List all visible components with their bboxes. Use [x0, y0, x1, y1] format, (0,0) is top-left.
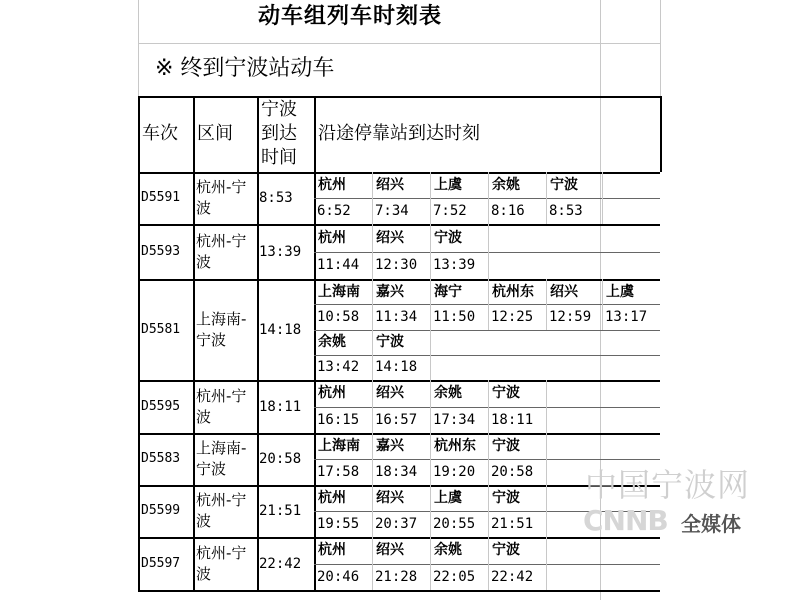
watermark-brand: CNNB [583, 504, 668, 537]
stop-divider [430, 279, 431, 330]
stop-separator [314, 252, 660, 253]
stop-divider [602, 172, 603, 224]
stop-time: 14:18 [375, 359, 418, 376]
stop-divider [430, 485, 431, 537]
header-arrival: 宁波到达时间 [261, 99, 297, 168]
stop-separator [314, 407, 660, 408]
train-code: D5583 [141, 451, 181, 466]
stop-name: 宁波 [550, 177, 578, 193]
stop-name: 宁波 [434, 229, 462, 246]
row-border [138, 485, 660, 487]
row-border [138, 172, 660, 174]
stop-name: 余姚 [434, 385, 462, 402]
stop-time: 19:55 [317, 516, 360, 532]
stop-divider [372, 224, 373, 279]
train-arrival: 13:39 [259, 243, 302, 260]
stop-time: 19:20 [433, 464, 476, 480]
train-route: 杭州-宁波 [196, 231, 247, 271]
stop-time: 7:34 [375, 203, 409, 219]
sheet-gridline [660, 0, 661, 96]
stop-name: 绍兴 [376, 385, 404, 402]
stop-divider [430, 380, 431, 433]
stop-name: 上海南 [318, 283, 360, 300]
stop-time: 22:42 [491, 568, 534, 585]
train-route: 杭州-宁波 [196, 491, 247, 530]
stop-name: 宁波 [492, 385, 520, 402]
column-border [138, 96, 140, 590]
watermark-tagline: 全媒体 [681, 512, 741, 536]
stop-time: 16:15 [317, 411, 360, 428]
stop-separator [314, 355, 660, 356]
column-border [193, 96, 195, 590]
train-code: D5593 [141, 243, 181, 259]
stop-name: 余姚 [318, 334, 346, 351]
stop-name: 海宁 [434, 283, 462, 300]
stop-divider [488, 380, 489, 433]
stop-time: 22:05 [433, 568, 476, 585]
stop-name: 宁波 [492, 438, 520, 454]
stop-time: 12:59 [549, 308, 592, 325]
stop-name: 杭州 [318, 385, 346, 402]
train-arrival: 22:42 [259, 555, 302, 572]
stop-time: 10:58 [317, 308, 360, 325]
stop-divider [430, 330, 431, 381]
stop-name: 绍兴 [550, 283, 578, 300]
stop-divider [372, 537, 373, 590]
train-arrival: 18:11 [259, 398, 302, 415]
stop-name: 绍兴 [376, 542, 404, 559]
header-route: 区间 [197, 123, 233, 144]
stop-divider [546, 485, 547, 537]
stop-name: 嘉兴 [376, 438, 404, 454]
stop-name: 杭州 [318, 229, 346, 246]
stop-time: 20:46 [317, 568, 360, 585]
stop-time: 20:37 [375, 516, 418, 532]
stop-divider [546, 537, 547, 590]
row-border [138, 279, 660, 281]
sheet-gridline [138, 43, 660, 44]
stop-time: 6:52 [317, 203, 351, 219]
stop-divider [372, 380, 373, 433]
train-arrival: 20:58 [259, 451, 302, 467]
column-border [314, 96, 316, 590]
stop-time: 21:28 [375, 568, 418, 585]
train-code: D5597 [141, 555, 181, 571]
stop-time: 11:34 [375, 308, 418, 325]
stop-time: 17:34 [433, 411, 476, 428]
stop-divider [430, 433, 431, 485]
stop-separator [314, 564, 660, 565]
header-stops: 沿途停靠站到达时刻 [318, 123, 480, 144]
sheet-gridline [138, 0, 139, 96]
subtitle: ※ 终到宁波站动车 [155, 56, 335, 81]
stop-time: 7:52 [433, 203, 467, 219]
stop-name: 绍兴 [376, 490, 404, 506]
stop-time: 8:53 [549, 203, 583, 219]
stop-time: 18:34 [375, 464, 418, 480]
stop-name: 上虞 [434, 490, 462, 506]
stop-divider [546, 433, 547, 485]
stop-name: 杭州 [318, 177, 346, 193]
stop-name: 绍兴 [376, 229, 404, 246]
stop-divider [488, 279, 489, 330]
stop-time: 12:25 [491, 308, 534, 325]
stop-time: 13:39 [433, 257, 476, 274]
stop-time: 21:51 [491, 516, 534, 532]
stop-divider [488, 485, 489, 537]
row-border [138, 590, 660, 592]
watermark-site: 中国宁波网 [585, 466, 751, 504]
stop-divider [430, 537, 431, 590]
stop-divider [372, 330, 373, 381]
stop-name: 杭州东 [492, 283, 534, 300]
train-route: 上海南-宁波 [196, 309, 247, 349]
stop-name: 杭州 [318, 542, 346, 559]
stop-separator [314, 198, 660, 199]
stop-divider [488, 224, 489, 279]
stop-time: 12:30 [375, 257, 418, 274]
stop-time: 8:16 [491, 203, 525, 219]
stop-separator [314, 304, 660, 305]
stop-time: 13:17 [605, 308, 648, 325]
stop-time: 20:58 [491, 464, 534, 480]
train-route: 上海南-宁波 [196, 439, 247, 478]
stop-name: 上虞 [434, 177, 462, 193]
row-border [138, 224, 660, 226]
stop-divider [430, 224, 431, 279]
stop-time: 13:42 [317, 359, 360, 376]
page-title: 动车组列车时刻表 [258, 4, 443, 29]
row-border [138, 433, 660, 435]
stop-name: 绍兴 [376, 177, 404, 193]
stop-divider [546, 172, 547, 224]
stop-name: 上海南 [318, 438, 360, 454]
stop-name: 嘉兴 [376, 283, 404, 300]
stop-name: 宁波 [492, 542, 520, 559]
stop-divider [488, 433, 489, 485]
stop-name: 杭州东 [434, 438, 476, 454]
stop-time: 18:11 [491, 411, 534, 428]
train-code: D5599 [141, 503, 181, 518]
header-train: 车次 [142, 123, 178, 144]
stop-divider [372, 485, 373, 537]
train-route: 杭州-宁波 [196, 543, 247, 583]
stop-name: 余姚 [434, 542, 462, 559]
stop-divider [372, 172, 373, 224]
train-arrival: 21:51 [259, 503, 302, 519]
stop-name: 上虞 [606, 283, 634, 300]
stop-time: 16:57 [375, 411, 418, 428]
train-route: 杭州-宁波 [196, 386, 247, 426]
header-top-border [138, 96, 660, 98]
stop-divider [546, 279, 547, 330]
stop-time: 11:50 [433, 308, 476, 325]
row-border [138, 537, 660, 539]
stop-divider [602, 279, 603, 330]
stop-name: 宁波 [376, 334, 404, 351]
stop-divider [430, 172, 431, 224]
train-arrival: 8:53 [259, 190, 293, 206]
stop-time: 20:55 [433, 516, 476, 532]
train-code: D5591 [141, 190, 181, 205]
stop-time: 17:58 [317, 464, 360, 480]
stop-name: 余姚 [492, 177, 520, 193]
stop-divider [372, 433, 373, 485]
stop-separator [314, 330, 660, 331]
train-code: D5581 [141, 321, 181, 337]
row-border [138, 380, 660, 382]
stop-divider [546, 380, 547, 433]
stop-divider [488, 537, 489, 590]
stop-time: 11:44 [317, 257, 360, 274]
stop-divider [372, 279, 373, 330]
stop-divider [488, 172, 489, 224]
train-code: D5595 [141, 398, 181, 414]
train-arrival: 14:18 [259, 321, 302, 338]
stop-name: 杭州 [318, 490, 346, 506]
column-border [660, 96, 662, 172]
train-route: 杭州-宁波 [196, 178, 247, 217]
stop-name: 宁波 [492, 490, 520, 506]
